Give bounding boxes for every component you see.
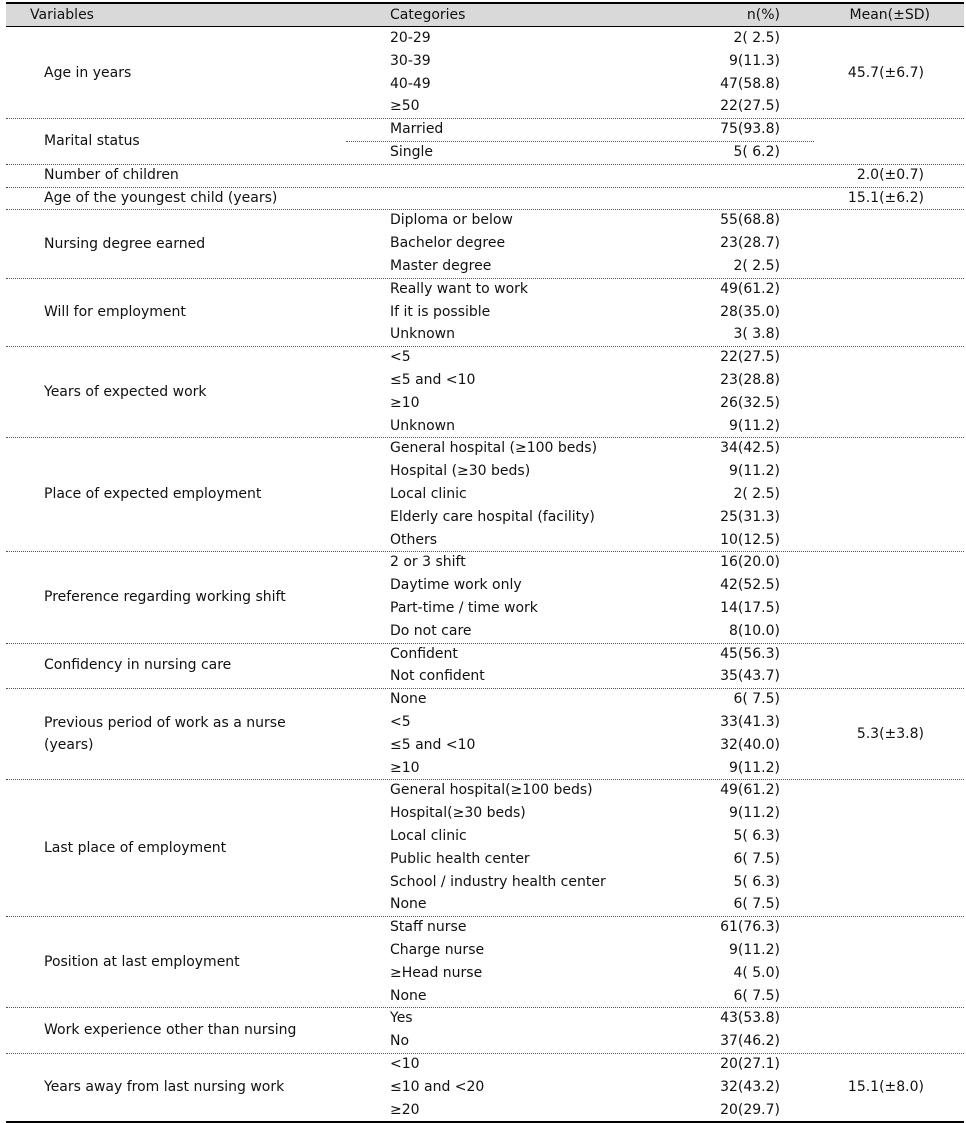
count-percent: 4( 5.0)	[733, 964, 780, 981]
category-label: ≥10	[390, 759, 420, 776]
count-percent: 22(27.5)	[720, 98, 780, 115]
group-separator	[6, 1053, 964, 1054]
count-percent: 14(17.5)	[720, 600, 780, 616]
group-separator	[6, 346, 964, 347]
category-label: No	[390, 1033, 410, 1050]
count-percent: 9(11.2)	[728, 942, 780, 958]
category-label: Local clinic	[390, 486, 467, 502]
count-percent: 33(41.3)	[720, 714, 780, 730]
group-separator	[6, 551, 964, 552]
variable-label: Confidency in nursing care	[44, 657, 232, 674]
category-label: Staff nurse	[390, 919, 467, 936]
category-label: Yes	[390, 1010, 413, 1027]
category-label: 2 or 3 shift	[390, 554, 466, 571]
count-percent: 9(11.2)	[728, 417, 780, 434]
count-percent: 23(28.8)	[720, 372, 780, 388]
variable-label: Nursing degree earned	[44, 235, 206, 252]
category-label: 20-29	[390, 30, 431, 46]
category-label: Daytime work only	[390, 577, 522, 594]
category-label: ≥10	[390, 394, 420, 411]
count-percent: 3( 3.8)	[733, 326, 780, 343]
category-label: Part-time / time work	[390, 600, 538, 616]
count-percent: 43(53.8)	[720, 1010, 780, 1027]
count-percent: 6( 7.5)	[733, 896, 780, 913]
category-label: 40-49	[390, 75, 431, 92]
category-label: ≤10 and <20	[390, 1078, 485, 1095]
category-label: <5	[390, 349, 411, 366]
count-percent: 2( 2.5)	[733, 30, 780, 46]
subgroup-separator	[346, 141, 814, 142]
variable-label: Number of children	[44, 167, 179, 184]
variable-label: Years away from last nursing work	[44, 1079, 285, 1096]
category-label: ≤5 and <10	[390, 372, 476, 388]
count-percent: 16(20.0)	[720, 554, 780, 571]
category-label: None	[390, 691, 427, 708]
group-separator	[6, 118, 964, 119]
variable-label: Age in years	[44, 64, 132, 81]
count-percent: 9(11.2)	[728, 463, 780, 480]
count-percent: 20(29.7)	[720, 1101, 780, 1118]
count-percent: 25(31.3)	[720, 508, 780, 525]
count-percent: 23(28.7)	[720, 235, 780, 252]
count-percent: 2( 2.5)	[733, 486, 780, 502]
group-separator	[6, 916, 964, 917]
group-separator	[6, 643, 964, 644]
count-percent: 8(10.0)	[728, 622, 780, 639]
category-label: Charge nurse	[390, 942, 485, 958]
header-variables: Variables	[30, 7, 94, 23]
count-percent: 75(93.8)	[720, 121, 780, 138]
mean-value: 15.1(±6.2)	[847, 190, 924, 206]
count-percent: 5( 6.3)	[733, 828, 780, 844]
variable-label: Position at last employment	[44, 953, 240, 970]
group-separator	[6, 1007, 964, 1008]
count-percent: 9(11.2)	[728, 759, 780, 776]
category-label: <5	[390, 714, 411, 730]
count-percent: 49(61.2)	[720, 782, 780, 799]
variable-label: Will for employment	[44, 304, 186, 320]
count-percent: 28(35.0)	[720, 303, 780, 320]
count-percent: 6( 7.5)	[733, 691, 780, 708]
count-percent: 32(40.0)	[720, 736, 780, 753]
category-label: ≤5 and <10	[390, 736, 476, 753]
variable-label: Previous period of work as a nurse (years)	[44, 714, 286, 753]
category-label: ≥20	[390, 1101, 420, 1118]
count-percent: 20(27.1)	[720, 1056, 780, 1072]
category-label: Hospital(≥30 beds)	[390, 805, 526, 822]
category-label: If it is possible	[390, 303, 491, 320]
category-label: Bachelor degree	[390, 235, 506, 252]
count-percent: 47(58.8)	[720, 75, 780, 92]
category-label: Master degree	[390, 258, 492, 274]
variable-label: Years of expected work	[44, 383, 207, 400]
demographics-table	[6, 2, 964, 1123]
header-n: n(%)	[746, 7, 780, 23]
group-separator	[6, 688, 964, 689]
count-percent: 45(56.3)	[720, 645, 780, 662]
category-label: Diploma or below	[390, 212, 513, 229]
variable-label: Age of the youngest child (years)	[44, 190, 278, 206]
category-label: Single	[390, 144, 434, 160]
count-percent: 22(27.5)	[720, 349, 780, 366]
count-percent: 34(42.5)	[720, 440, 780, 457]
count-percent: 26(32.5)	[720, 394, 780, 411]
count-percent: 35(43.7)	[720, 668, 780, 685]
count-percent: 49(61.2)	[720, 280, 780, 297]
count-percent: 5( 6.3)	[733, 873, 780, 890]
count-percent: 9(11.3)	[728, 52, 780, 69]
variable-label: Marital status	[44, 133, 140, 149]
header-mean: Mean(±SD)	[849, 7, 930, 23]
category-label: ≥50	[390, 98, 420, 115]
category-label: School / industry health center	[390, 873, 606, 890]
variable-label: Place of expected employment	[44, 486, 262, 503]
count-percent: 6( 7.5)	[733, 987, 780, 1004]
category-label: Local clinic	[390, 828, 467, 844]
count-percent: 61(76.3)	[720, 919, 780, 936]
category-label: Married	[390, 121, 444, 138]
category-label: Unknown	[390, 417, 455, 434]
mean-value: 45.7(±6.7)	[847, 64, 924, 81]
count-percent: 42(52.5)	[720, 577, 780, 594]
count-percent: 10(12.5)	[720, 531, 780, 548]
variable-label: Work experience other than nursing	[44, 1022, 297, 1039]
count-percent: 2( 2.5)	[733, 258, 780, 274]
category-label: Public health center	[390, 850, 530, 867]
category-label: Really want to work	[390, 280, 529, 297]
count-percent: 6( 7.5)	[733, 850, 780, 867]
count-percent: 9(11.2)	[728, 805, 780, 822]
category-label: ≥Head nurse	[390, 964, 483, 981]
category-label: Unknown	[390, 326, 455, 343]
mean-value: 2.0(±0.7)	[856, 167, 924, 184]
count-percent: 32(43.2)	[720, 1078, 780, 1095]
category-label: Hospital (≥30 beds)	[390, 463, 531, 480]
count-percent: 37(46.2)	[720, 1033, 780, 1050]
category-label: General hospital (≥100 beds)	[390, 440, 598, 457]
category-label: General hospital(≥100 beds)	[390, 782, 593, 799]
category-label: <10	[390, 1056, 420, 1072]
category-label: Confident	[390, 645, 458, 662]
mean-value: 5.3(±3.8)	[856, 725, 924, 742]
table-header	[6, 4, 964, 27]
count-percent: 5( 6.2)	[733, 144, 780, 160]
category-label: Elderly care hospital (facility)	[390, 508, 595, 525]
variable-label: Preference regarding working shift	[44, 589, 286, 605]
category-label: Do not care	[390, 622, 472, 639]
category-label: Others	[390, 531, 438, 548]
mean-value: 15.1(±8.0)	[847, 1079, 924, 1096]
category-label: None	[390, 896, 427, 913]
category-label: 30-39	[390, 52, 431, 69]
category-label: Not confident	[390, 668, 485, 685]
variable-label: Last place of employment	[44, 839, 227, 856]
count-percent: 55(68.8)	[720, 212, 780, 229]
header-categories: Categories	[390, 7, 466, 23]
category-label: None	[390, 987, 427, 1004]
